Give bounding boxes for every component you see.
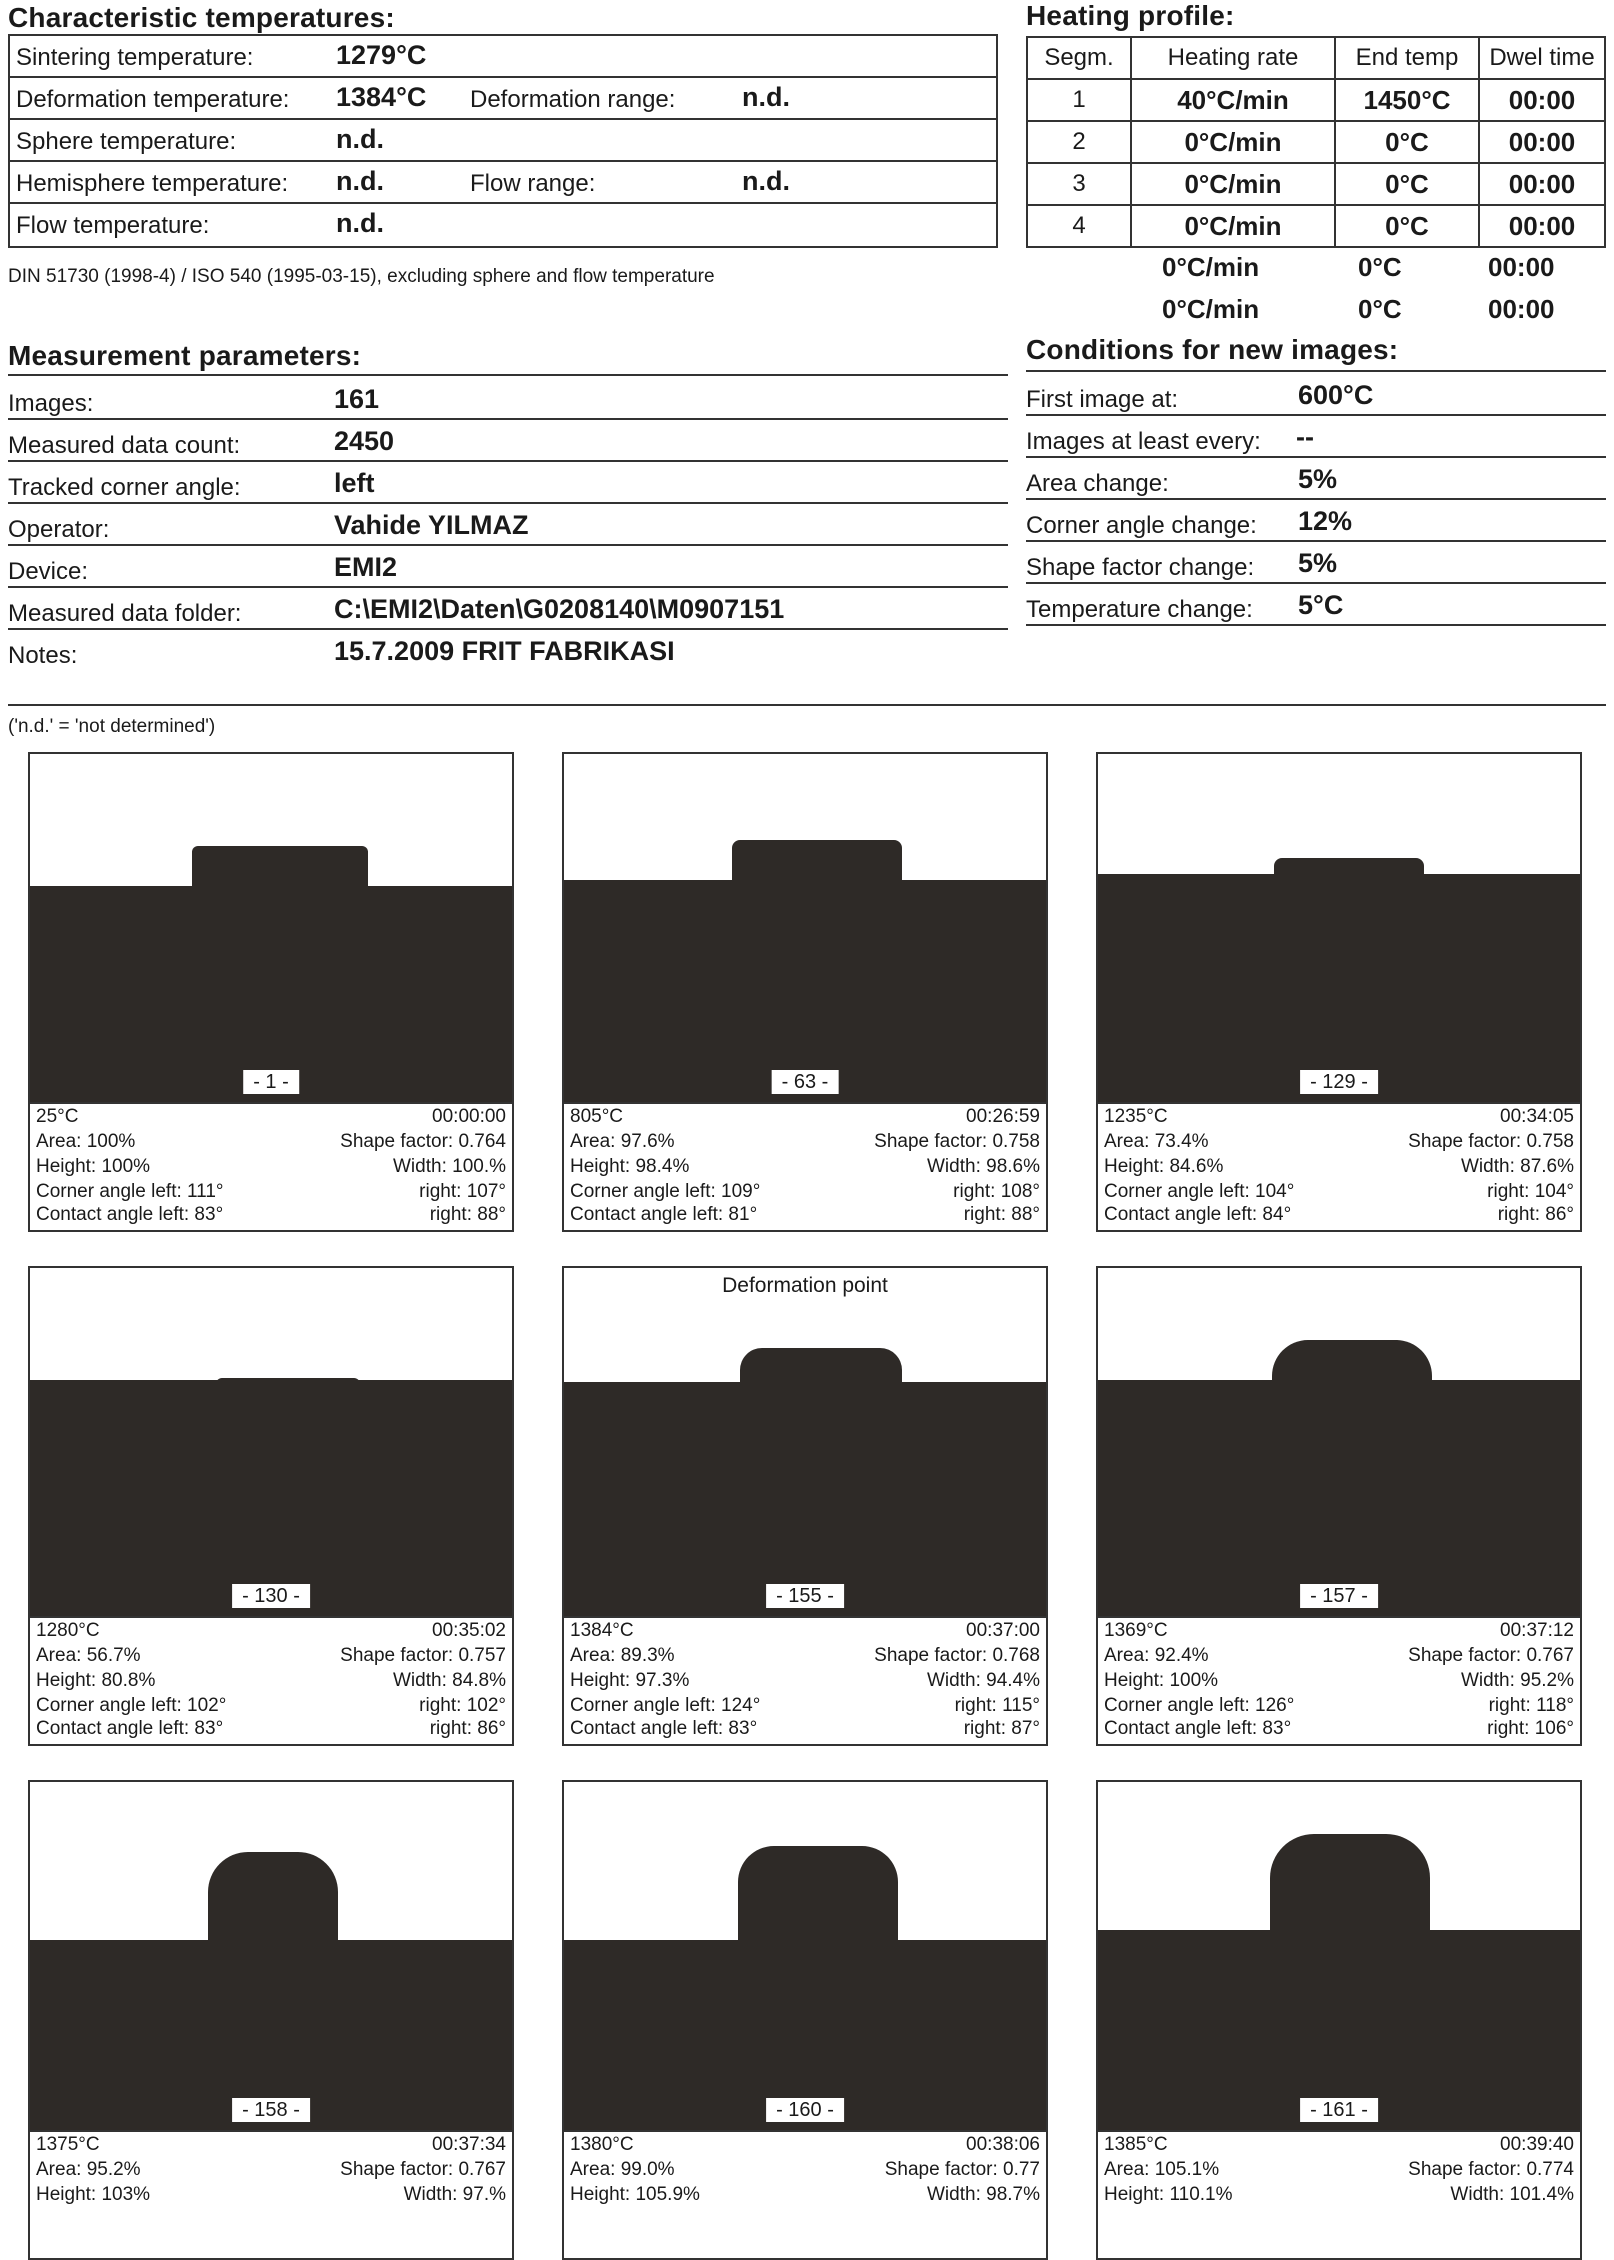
sample-image-frame [562, 752, 1048, 1104]
extra-rate-1: 0°C/min [1162, 252, 1260, 282]
flow-label: Flow temperature: [16, 212, 210, 239]
dwell-cell: 00:00 [1479, 79, 1605, 121]
folder-label: Measured data folder: [8, 600, 242, 627]
deformation-value: 1384°C [336, 82, 427, 112]
corner-angle-left: Corner angle left: 111° [36, 1181, 224, 1202]
corner-angle-left: Corner angle left: 124° [570, 1695, 761, 1716]
divider [8, 418, 1008, 420]
height-reading: Height: 80.8% [36, 1670, 156, 1691]
folder-value: C:\EMI2\Daten\G0208140\M0907151 [334, 594, 785, 624]
sample-image-frame [28, 752, 514, 1104]
temperature-reading: 1235°C [1104, 1106, 1168, 1127]
rate-cell: 0°C/min [1131, 121, 1335, 163]
sample-image-panel [1096, 1780, 1582, 2260]
contact-angle-right: right: 86° [1497, 1204, 1574, 1225]
count-label: Measured data count: [8, 432, 241, 459]
sample-substrate [564, 880, 1046, 1102]
sample-info [28, 1618, 514, 1746]
shape-factor-reading: Shape factor: 0.774 [1408, 2159, 1574, 2180]
contact-angle-right: right: 88° [963, 1204, 1040, 1225]
segm-cell: 4 [1027, 205, 1131, 247]
dwell-cell: 00:00 [1479, 205, 1605, 247]
divider [8, 374, 1008, 376]
area-reading: Area: 95.2% [36, 2159, 141, 2180]
time-reading: 00:35:02 [432, 1620, 506, 1641]
time-reading: 00:39:40 [1500, 2134, 1574, 2155]
shape-factor-reading: Shape factor: 0.758 [1408, 1131, 1574, 1152]
sintering-value: 1279°C [336, 40, 427, 70]
frame-number: - 1 - [243, 1070, 299, 1094]
heating-profile-title: Heating profile: [1026, 0, 1235, 31]
width-reading: Width: 98.7% [927, 2184, 1040, 2205]
time-reading: 00:37:12 [1500, 1620, 1574, 1641]
frame-number: - 157 - [1300, 1584, 1378, 1608]
segm-cell: 3 [1027, 163, 1131, 205]
heating-profile-row [1027, 79, 1605, 121]
frame-number: - 129 - [1300, 1070, 1378, 1094]
temp-change-value: 5°C [1298, 590, 1344, 620]
corner-angle-left: Corner angle left: 104° [1104, 1181, 1295, 1202]
height-reading: Height: 100% [36, 1156, 151, 1177]
extra-endtemp-1: 0°C [1358, 252, 1402, 282]
shape-factor-reading: Shape factor: 0.764 [340, 1131, 506, 1152]
extra-dwell-2: 00:00 [1488, 294, 1555, 324]
corner-angle-right: right: 108° [953, 1181, 1040, 1202]
extra-dwell-1: 00:00 [1488, 252, 1555, 282]
area-reading: Area: 92.4% [1104, 1645, 1209, 1666]
temperature-reading: 1280°C [36, 1620, 100, 1641]
heating-profile-row [1027, 121, 1605, 163]
shape-factor-reading: Shape factor: 0.757 [340, 1645, 506, 1666]
hemisphere-label: Hemisphere temperature: [16, 170, 289, 197]
shape-factor-reading: Shape factor: 0.767 [340, 2159, 506, 2180]
time-reading: 00:37:34 [432, 2134, 506, 2155]
contact-angle-right: right: 86° [429, 1718, 506, 1739]
height-reading: Height: 100% [1104, 1670, 1219, 1691]
char-temps-box [8, 34, 998, 248]
width-reading: Width: 97.% [403, 2184, 506, 2205]
sample-silhouette [192, 846, 368, 890]
images-value: 161 [334, 384, 380, 414]
time-reading: 00:34:05 [1500, 1106, 1574, 1127]
width-reading: Width: 87.6% [1461, 1156, 1574, 1177]
divider [1026, 456, 1606, 458]
endtemp-cell: 0°C [1335, 205, 1479, 247]
contact-angle-left: Contact angle left: 81° [570, 1204, 758, 1225]
char-temps-title: Characteristic temperatures: [8, 2, 395, 33]
sample-substrate [1098, 874, 1580, 1102]
shape-factor-reading: Shape factor: 0.77 [884, 2159, 1040, 2180]
area-reading: Area: 89.3% [570, 1645, 675, 1666]
sample-substrate [30, 1380, 512, 1616]
sample-image-panel [28, 1780, 514, 2260]
temperature-reading: 1385°C [1104, 2134, 1168, 2155]
corner-change-value: 12% [1298, 506, 1353, 536]
device-label: Device: [8, 558, 89, 585]
contact-angle-left: Contact angle left: 84° [1104, 1204, 1292, 1225]
temperature-reading: 1384°C [570, 1620, 634, 1641]
divider [8, 704, 1606, 706]
sample-silhouette [1270, 1834, 1430, 1934]
heating-profile-header [1027, 37, 1605, 79]
divider [1026, 498, 1606, 500]
frame-number: - 63 - [772, 1070, 839, 1094]
flow-range-label: Flow range: [470, 170, 596, 197]
sample-image-panel [28, 752, 514, 1232]
extra-endtemp-2: 0°C [1358, 294, 1402, 324]
area-reading: Area: 97.6% [570, 1131, 675, 1152]
sample-image-panel [562, 1780, 1048, 2260]
flow-value: n.d. [336, 208, 384, 238]
dwell-cell: 00:00 [1479, 121, 1605, 163]
shape-factor-reading: Shape factor: 0.758 [874, 1131, 1040, 1152]
temperature-reading: 1380°C [570, 2134, 634, 2155]
width-reading: Width: 94.4% [927, 1670, 1040, 1691]
sample-silhouette [738, 1846, 898, 1944]
every-label: Images at least every: [1026, 428, 1261, 455]
area-change-value: 5% [1298, 464, 1338, 494]
corner-angle-left: Corner angle left: 102° [36, 1695, 227, 1716]
sample-image-panel [28, 1266, 514, 1746]
sample-image-frame [28, 1780, 514, 2132]
width-reading: Width: 101.4% [1450, 2184, 1574, 2205]
height-reading: Height: 105.9% [570, 2184, 700, 2205]
width-reading: Width: 98.6% [927, 1156, 1040, 1177]
deformation-label: Deformation temperature: [16, 86, 290, 113]
divider [1026, 624, 1606, 626]
images-label: Images: [8, 390, 94, 417]
sample-substrate [1098, 1380, 1580, 1616]
deformation-range-value: n.d. [742, 82, 790, 112]
height-reading: Height: 84.6% [1104, 1156, 1224, 1177]
notes-value: 15.7.2009 FRIT FABRIKASI [334, 636, 675, 666]
corner-angle-right: right: 115° [954, 1695, 1040, 1716]
height-reading: Height: 110.1% [1104, 2184, 1233, 2205]
header-dwell-time: Dwel time [1479, 37, 1605, 79]
sample-image-panel [562, 1266, 1048, 1746]
width-reading: Width: 84.8% [393, 1670, 506, 1691]
header-heating-rate: Heating rate [1131, 37, 1335, 79]
rate-cell: 40°C/min [1131, 79, 1335, 121]
divider [8, 502, 1008, 504]
first-image-value: 600°C [1298, 380, 1374, 410]
sample-info [1096, 1618, 1582, 1746]
height-reading: Height: 98.4% [570, 1156, 690, 1177]
contact-angle-right: right: 88° [429, 1204, 506, 1225]
shape-change-value: 5% [1298, 548, 1338, 578]
sphere-value: n.d. [336, 124, 384, 154]
temperature-reading: 25°C [36, 1106, 79, 1127]
temp-change-label: Temperature change: [1026, 596, 1253, 623]
sample-silhouette [1272, 1340, 1432, 1384]
area-reading: Area: 100% [36, 1131, 136, 1152]
endtemp-cell: 0°C [1335, 121, 1479, 163]
sample-silhouette [732, 840, 902, 884]
count-value: 2450 [334, 426, 395, 456]
corner-tracked-label: Tracked corner angle: [8, 474, 241, 501]
sample-image-panel [1096, 1266, 1582, 1746]
endtemp-cell: 1450°C [1335, 79, 1479, 121]
corner-angle-right: right: 107° [419, 1181, 506, 1202]
notes-label: Notes: [8, 642, 78, 669]
area-reading: Area: 105.1% [1104, 2159, 1220, 2180]
sample-substrate [564, 1382, 1046, 1616]
frame-number: - 155 - [766, 1584, 844, 1608]
shape-change-label: Shape factor change: [1026, 554, 1255, 581]
divider [1026, 370, 1606, 372]
frame-number: - 158 - [232, 2098, 310, 2122]
sample-info [28, 1104, 514, 1232]
contact-angle-right: right: 87° [963, 1718, 1040, 1739]
heating-profile-table [1026, 36, 1606, 248]
frame-number: - 161 - [1300, 2098, 1378, 2122]
sample-silhouette [740, 1348, 902, 1386]
operator-label: Operator: [8, 516, 110, 543]
corner-change-label: Corner angle change: [1026, 512, 1257, 539]
divider [8, 460, 1008, 462]
rate-cell: 0°C/min [1131, 205, 1335, 247]
width-reading: Width: 100.% [393, 1156, 506, 1177]
width-reading: Width: 95.2% [1461, 1670, 1574, 1691]
frame-number: - 130 - [232, 1584, 310, 1608]
every-value: -- [1296, 422, 1314, 452]
header-segm: Segm. [1027, 37, 1131, 79]
sample-image-frame [1096, 1266, 1582, 1618]
sample-info [1096, 2132, 1582, 2260]
area-reading: Area: 73.4% [1104, 1131, 1209, 1152]
sample-info [1096, 1104, 1582, 1232]
corner-angle-right: right: 102° [419, 1695, 506, 1716]
sample-image-frame [562, 1266, 1048, 1618]
operator-value: Vahide YILMAZ [334, 510, 529, 540]
divider [8, 544, 1008, 546]
height-reading: Height: 97.3% [570, 1670, 690, 1691]
sample-image-frame [562, 1780, 1048, 2132]
extra-rate-2: 0°C/min [1162, 294, 1260, 324]
sample-info [562, 1104, 1048, 1232]
area-change-label: Area change: [1026, 470, 1169, 497]
sintering-label: Sintering temperature: [16, 44, 254, 71]
contact-angle-left: Contact angle left: 83° [36, 1718, 224, 1739]
time-reading: 00:26:59 [966, 1106, 1040, 1127]
corner-angle-left: Corner angle left: 126° [1104, 1695, 1295, 1716]
conditions-title: Conditions for new images: [1026, 334, 1399, 365]
sample-silhouette [208, 1852, 338, 1944]
corner-angle-left: Corner angle left: 109° [570, 1181, 761, 1202]
sample-info [562, 2132, 1048, 2260]
sample-info [28, 2132, 514, 2260]
area-reading: Area: 56.7% [36, 1645, 141, 1666]
temperature-reading: 1369°C [1104, 1620, 1168, 1641]
divider [1026, 540, 1606, 542]
flow-range-value: n.d. [742, 166, 790, 196]
dwell-cell: 00:00 [1479, 163, 1605, 205]
corner-tracked-value: left [334, 468, 375, 498]
first-image-label: First image at: [1026, 386, 1179, 413]
time-reading: 00:00:00 [432, 1106, 506, 1127]
area-reading: Area: 99.0% [570, 2159, 675, 2180]
shape-factor-reading: Shape factor: 0.767 [1408, 1645, 1574, 1666]
time-reading: 00:38:06 [966, 2134, 1040, 2155]
hemisphere-value: n.d. [336, 166, 384, 196]
corner-angle-right: right: 118° [1488, 1695, 1574, 1716]
contact-angle-right: right: 106° [1487, 1718, 1574, 1739]
segm-cell: 1 [1027, 79, 1131, 121]
temperature-reading: 805°C [570, 1106, 624, 1127]
deformation-range-label: Deformation range: [470, 86, 676, 113]
device-value: EMI2 [334, 552, 398, 582]
corner-angle-right: right: 104° [1487, 1181, 1574, 1202]
sample-image-panel [1096, 752, 1582, 1232]
sample-info [562, 1618, 1048, 1746]
height-reading: Height: 103% [36, 2184, 151, 2205]
endtemp-cell: 0°C [1335, 163, 1479, 205]
sample-image-frame [28, 1266, 514, 1618]
segm-cell: 2 [1027, 121, 1131, 163]
nd-note: ('n.d.' = 'not determined') [8, 716, 216, 737]
heating-profile-row [1027, 163, 1605, 205]
frame-caption: Deformation point [722, 1274, 888, 1297]
sphere-label: Sphere temperature: [16, 128, 237, 155]
heating-profile-row [1027, 205, 1605, 247]
sample-image-frame [1096, 1780, 1582, 2132]
time-reading: 00:37:00 [966, 1620, 1040, 1641]
temperature-reading: 1375°C [36, 2134, 100, 2155]
contact-angle-left: Contact angle left: 83° [36, 1204, 224, 1225]
divider [1026, 414, 1606, 416]
sample-image-frame [1096, 752, 1582, 1104]
header-end-temp: End temp [1335, 37, 1479, 79]
standard-note: DIN 51730 (1998-4) / ISO 540 (1995-03-15), excluding sphere and flow temperature [8, 266, 715, 287]
contact-angle-left: Contact angle left: 83° [1104, 1718, 1292, 1739]
rate-cell: 0°C/min [1131, 163, 1335, 205]
frame-number: - 160 - [766, 2098, 844, 2122]
measurement-title: Measurement parameters: [8, 340, 362, 371]
sample-image-panel [562, 752, 1048, 1232]
contact-angle-left: Contact angle left: 83° [570, 1718, 758, 1739]
divider [8, 628, 1008, 630]
divider [8, 586, 1008, 588]
divider [1026, 582, 1606, 584]
shape-factor-reading: Shape factor: 0.768 [874, 1645, 1040, 1666]
